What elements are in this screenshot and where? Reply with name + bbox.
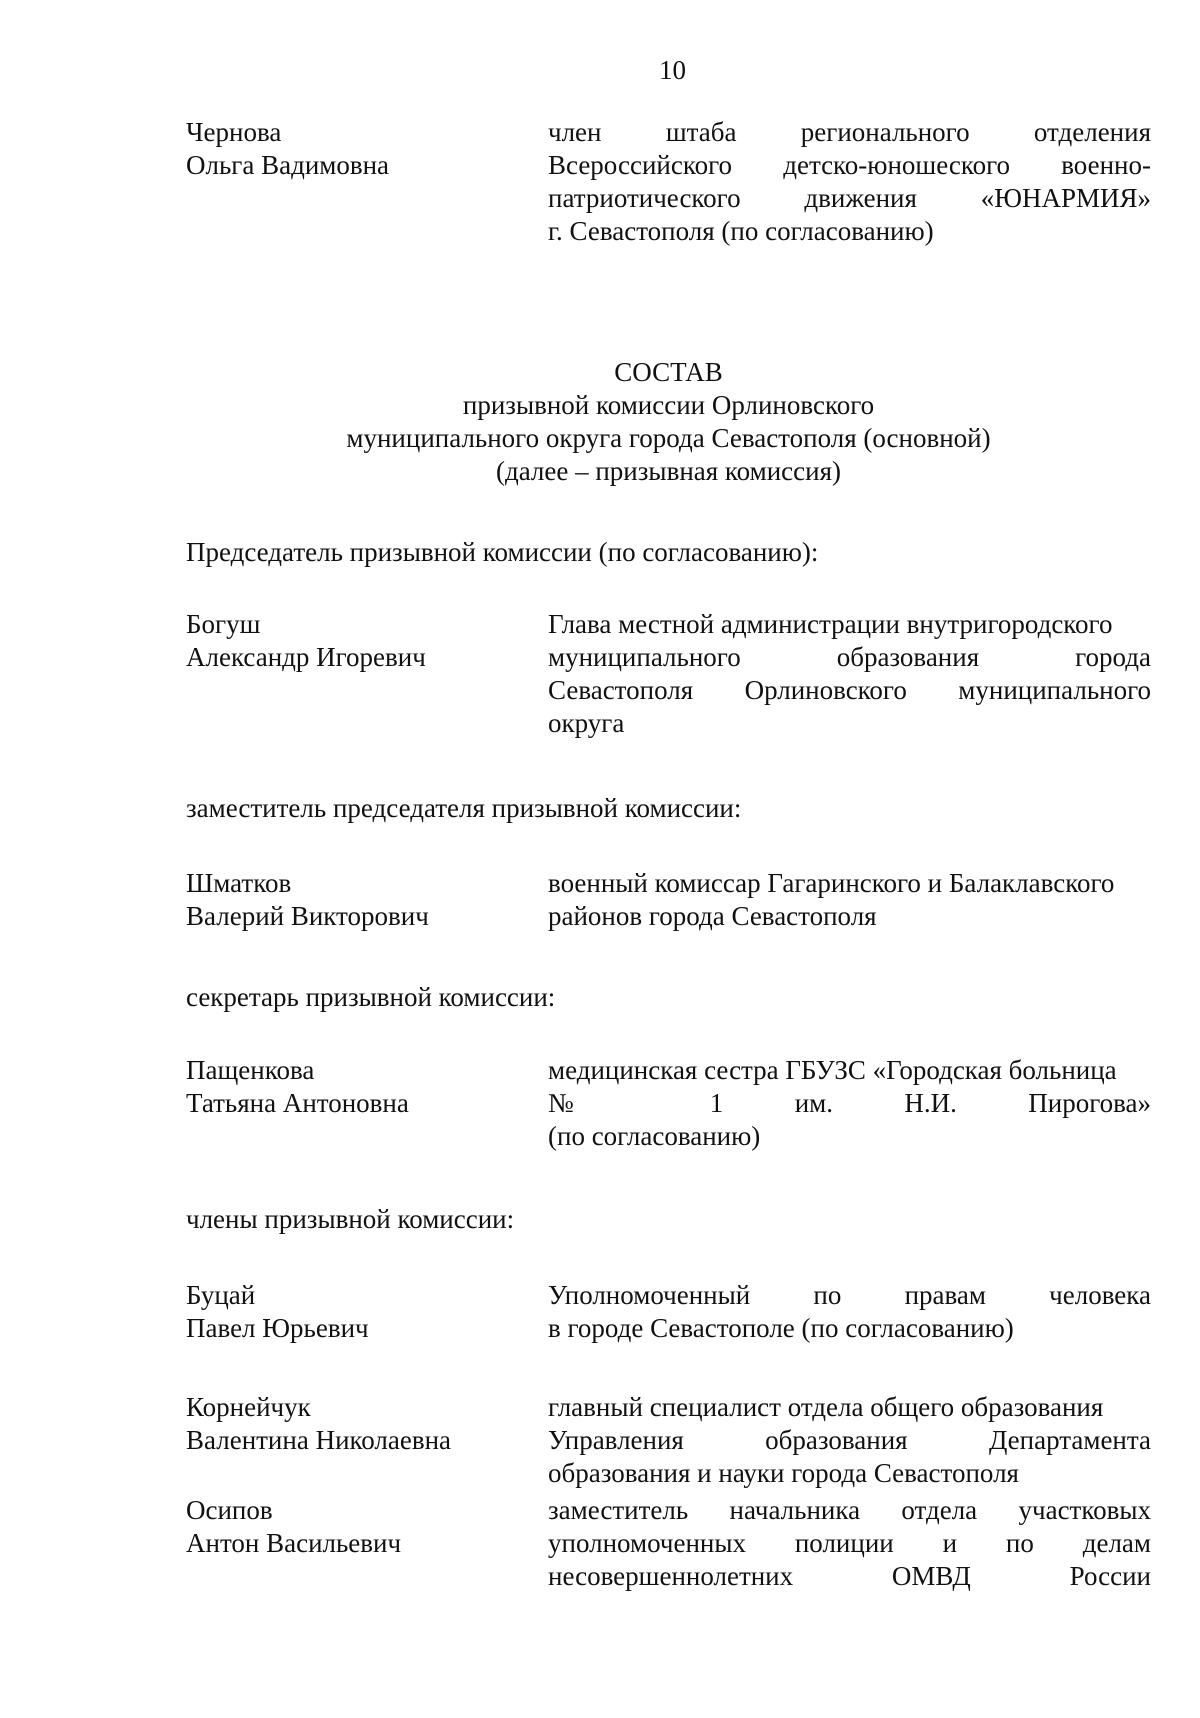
member-given-names: Александр Игоревич: [186, 642, 426, 672]
position-line: Всероссийского детско-юношеского военно-: [548, 150, 1151, 180]
position-line: (по согласованию): [548, 1121, 761, 1151]
document-title: [186, 356, 1151, 488]
member-surname: Корнейчук: [186, 1392, 311, 1422]
position-line: Глава местной администрации внутригородского: [548, 609, 1113, 639]
position-line: № 1 им. Н.И. Пирогова»: [548, 1088, 1151, 1118]
member-position: [548, 116, 1151, 248]
member-given-names: Ольга Вадимовна: [186, 150, 390, 180]
member-position: [548, 867, 1151, 933]
position-line: в городе Севастополе (по согласованию): [548, 1313, 1014, 1343]
member-name: [186, 116, 526, 182]
position-line: патриотического движения «ЮНАРМИЯ»: [548, 183, 1151, 213]
position-line: медицинская сестра ГБУЗС «Городская больница: [548, 1055, 1117, 1085]
member-name: [186, 1054, 526, 1120]
position-line: член штаба регионального отделения: [548, 117, 1151, 147]
member-given-names: Татьяна Антоновна: [186, 1088, 409, 1118]
position-line: районов города Севастополя: [548, 901, 877, 931]
title-heading: СОСТАВ: [614, 357, 723, 387]
position-line: муниципального образования города: [548, 642, 1151, 672]
position-line: округа: [548, 708, 625, 738]
position-line: г. Севастополя (по согласованию): [548, 216, 934, 246]
position-line: Уполномоченный по правам человека: [548, 1280, 1151, 1310]
member-position: [548, 1279, 1151, 1345]
member-name: [186, 608, 526, 674]
position-line: уполномоченных полиции и по делам: [548, 1528, 1151, 1558]
page-number: 10: [659, 55, 686, 85]
member-surname: Буцай: [186, 1280, 256, 1310]
member-position: [548, 608, 1151, 740]
member-surname: Пащенкова: [186, 1055, 315, 1085]
member-name: [186, 1494, 526, 1560]
member-position: [548, 1054, 1151, 1153]
position-line: образования и науки города Севастополя: [548, 1458, 1019, 1488]
member-name: [186, 867, 526, 933]
member-given-names: Валентина Николаевна: [186, 1425, 452, 1455]
position-line: главный специалист отдела общего образования: [548, 1392, 1104, 1422]
position-line: заместитель начальника отдела участковых: [548, 1495, 1151, 1525]
title-line-2: муниципального округа города Севастополя (основной): [346, 423, 991, 453]
position-line: военный комиссар Гагаринского и Балаклавского: [548, 868, 1115, 898]
member-name: [186, 1279, 526, 1345]
member-given-names: Антон Васильевич: [186, 1528, 402, 1558]
title-line-1: призывной комиссии Орлиновского: [462, 390, 875, 420]
chairman-heading: Председатель призывной комиссии (по согласованию):: [186, 537, 819, 567]
member-surname: Богуш: [186, 609, 261, 639]
position-line: Управления образования Департамента: [548, 1425, 1151, 1455]
member-given-names: Павел Юрьевич: [186, 1313, 369, 1343]
member-given-names: Валерий Викторович: [186, 901, 429, 931]
member-surname: Шматков: [186, 868, 292, 898]
position-line: Севастополя Орлиновского муниципального: [548, 675, 1151, 705]
title-line-3: (далее – призывная комиссия): [495, 456, 842, 486]
secretary-heading: секретарь призывной комиссии:: [186, 982, 556, 1012]
member-position: [548, 1391, 1151, 1490]
member-position: [548, 1494, 1151, 1593]
members-heading: члены призывной комиссии:: [186, 1204, 515, 1234]
member-name: [186, 1391, 526, 1457]
member-surname: Чернова: [186, 117, 282, 147]
position-line: несовершеннолетних ОМВД России: [548, 1561, 1151, 1591]
member-surname: Осипов: [186, 1495, 273, 1525]
deputy-heading: заместитель председателя призывной комиссии:: [186, 793, 742, 823]
